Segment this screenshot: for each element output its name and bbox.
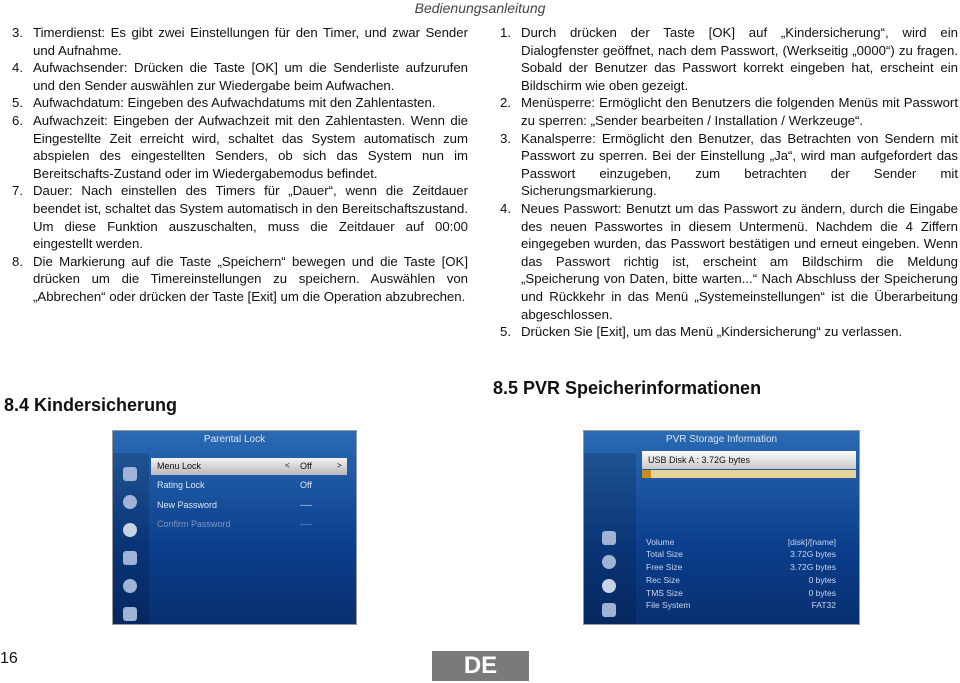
item-text: Aufwachzeit: Eingeben der Aufwachzeit mit den Zahlentasten. Wenn die Eingestellte Zeit erreicht wird, schaltet das System automatisch zum abspielen des eingestellten Senders, ob sich das System nun im Bereitschafts-Zustand oder im Wiedergabemodus befindet. — [33, 112, 468, 181]
section-title-pvr: 8.5 PVR Speicherinformationen — [493, 378, 762, 398]
section-title-kindersicherung: 8.4 Kindersicherung — [4, 395, 178, 415]
item-text: Durch drücken der Taste [OK] auf „Kindersicherung“, wird ein Dialogfenster geöffnet, nach dem Passwort, (Werkseitig „0000“) zu fragen. Sobald der Benutzer das Passwort korrekt eingeben hat, erscheint ein Bildschirm wie oben gezeigt. — [521, 25, 958, 93]
info-row-rec-size — [642, 575, 856, 587]
channel-icon — [123, 467, 137, 481]
search-icon — [123, 523, 137, 537]
item-number: 6. — [12, 112, 23, 128]
info-value: FAT32 — [811, 600, 836, 610]
item-text: Aufwachsender: Drücken die Taste [OK] um die Senderliste aufzurufen und den Sender auswählen zur Wiedergabe beim Aufwachen. — [33, 60, 468, 93]
info-value: 0 bytes — [808, 588, 836, 598]
pvr-storage-title: PVR Storage Information — [665, 434, 778, 445]
item-text: Timerdienst: Es gibt zwei Einstellungen für den Timer, und zwar Sender und Aufnahme. — [33, 25, 468, 58]
left-column — [12, 24, 468, 306]
item-text: Drücken Sie [Exit], um das Menü „Kindersicherung“ zu verlassen. — [521, 324, 903, 340]
list-item — [12, 94, 468, 112]
disk-usage-fill — [642, 470, 651, 478]
row-label: Confirm Password — [157, 519, 231, 529]
list-item — [12, 182, 468, 252]
page-number: 16 — [0, 650, 18, 667]
row-value: ---- — [300, 519, 312, 529]
time-icon — [602, 603, 616, 617]
item-number: 3. — [12, 25, 23, 40]
parental-steps-list — [500, 24, 958, 341]
info-row-free-size — [642, 562, 856, 574]
info-value: 0 bytes — [808, 575, 836, 585]
timer-steps-list — [12, 24, 468, 306]
channel-icon — [602, 531, 616, 545]
row-label: Rating Lock — [157, 480, 205, 490]
arrow-right-icon: > — [337, 461, 342, 470]
row-label: Menu Lock — [157, 461, 202, 471]
item-number: 5. — [12, 95, 23, 111]
picture-icon — [123, 495, 137, 509]
list-item — [500, 200, 958, 323]
item-number: 8. — [12, 253, 23, 269]
option-icon — [123, 579, 137, 593]
item-number: 4. — [12, 60, 23, 76]
item-text: Die Markierung auf die Taste „Speichern“ bewegen und die Taste [OK] drücken um die Timereinstellungen zu speichern. Auswählen von „Abbrechen“ oder drücken der Taste [Exit] um die Operation abzubrechen. — [33, 253, 468, 304]
info-value: 3.72G bytes — [790, 562, 836, 572]
list-item — [12, 59, 468, 94]
info-value: 3.72G bytes — [790, 549, 836, 559]
language-badge: DE — [432, 651, 529, 681]
item-number: 4. — [500, 200, 511, 216]
info-key: Free Size — [646, 562, 683, 572]
info-key: Rec Size — [646, 575, 681, 585]
list-item — [12, 24, 468, 59]
menu-row-rating-lock[interactable] — [151, 477, 347, 494]
system-icon — [123, 607, 137, 621]
item-text: Aufwachdatum: Eingeben des Aufwachdatums mit den Zahlentasten. — [33, 95, 436, 111]
row-value: ---- — [300, 500, 312, 510]
search-icon — [602, 579, 616, 593]
item-number: 7. — [12, 183, 23, 199]
info-key: File System — [646, 600, 691, 610]
menu-row-confirm-password — [151, 516, 347, 533]
row-value: Off — [300, 480, 312, 490]
list-item — [12, 253, 468, 306]
item-number: 3. — [500, 130, 511, 146]
menu-row-menu-lock[interactable] — [151, 458, 347, 475]
menu-sidebar — [584, 453, 636, 624]
list-item — [12, 112, 468, 182]
menu-sidebar — [113, 453, 149, 624]
arrow-left-icon: < — [285, 461, 290, 470]
time-icon — [123, 551, 137, 565]
row-value: Off — [300, 461, 312, 471]
page-header: Bedienungsanleitung — [414, 0, 546, 16]
info-key: TMS Size — [646, 588, 683, 598]
parental-lock-title: Parental Lock — [203, 434, 266, 445]
item-text: Dauer: Nach einstellen des Timers für „Dauer“, wenn die Zeitdauer beendet ist, schaltet das System automatisch in den Bereitschaftszustand. Um diese Funktion auszuschalten, muss die Zeitdauer auf 00:00 eingestellt werden. — [33, 183, 468, 252]
info-row-tms-size — [642, 588, 856, 600]
item-text: Menüsperre: Ermöglicht den Benutzers die folgenden Menüs mit Passwort zu sperren: „Sender bearbeiten / Installation / Werkzeuge“. — [521, 95, 958, 128]
list-item — [500, 323, 958, 341]
usb-disk-label: USB Disk A : 3.72G bytes — [648, 455, 751, 465]
info-row-volume — [642, 537, 856, 549]
item-number: 2. — [500, 95, 511, 111]
info-key: Volume — [646, 537, 675, 547]
menu-row-new-password[interactable] — [151, 497, 347, 514]
row-label: New Password — [157, 500, 218, 510]
right-column — [500, 24, 958, 341]
item-number: 5. — [500, 324, 511, 340]
item-number: 1. — [500, 25, 511, 40]
info-key: Total Size — [646, 549, 683, 559]
info-row-file-system — [642, 600, 856, 612]
list-item — [500, 24, 958, 94]
picture-icon — [602, 555, 616, 569]
pvr-storage-screenshot — [583, 430, 860, 625]
disk-usage-bar — [642, 470, 856, 478]
usb-disk-bar[interactable] — [642, 451, 856, 469]
parental-lock-screenshot — [112, 430, 357, 625]
list-item — [500, 130, 958, 200]
info-row-total-size — [642, 549, 856, 561]
item-text: Kanalsperre: Ermöglicht den Benutzer, das Betrachten von Sendern mit Passwort zu sperren. Bei der Einstellung „Ja“, wird man aufgefordert das Passwort einzugeben, zum betrachten der Sender mit Sicherungsmarkierung. — [521, 130, 958, 199]
item-text: Neues Passwort: Benutzt um das Passwort zu ändern, durch die Eingabe des neuen Passwortes in diesem Untermenü. Nachdem die 4 Ziffern eingegeben wurden, das Passwort bestätigen und erneut eingeben. Wenn das Passwort richtig ist, erscheint am Bildschirm die Meldung „Speicherung von Daten, bitte warten...“ Nach Abschluss der Speicherung und Rückkehr in das Menü „Systemeinstellungen“ ist die Überarbeitung abgeschlossen. — [521, 200, 958, 322]
list-item — [500, 94, 958, 129]
info-value: [disk]/[name] — [787, 537, 836, 547]
